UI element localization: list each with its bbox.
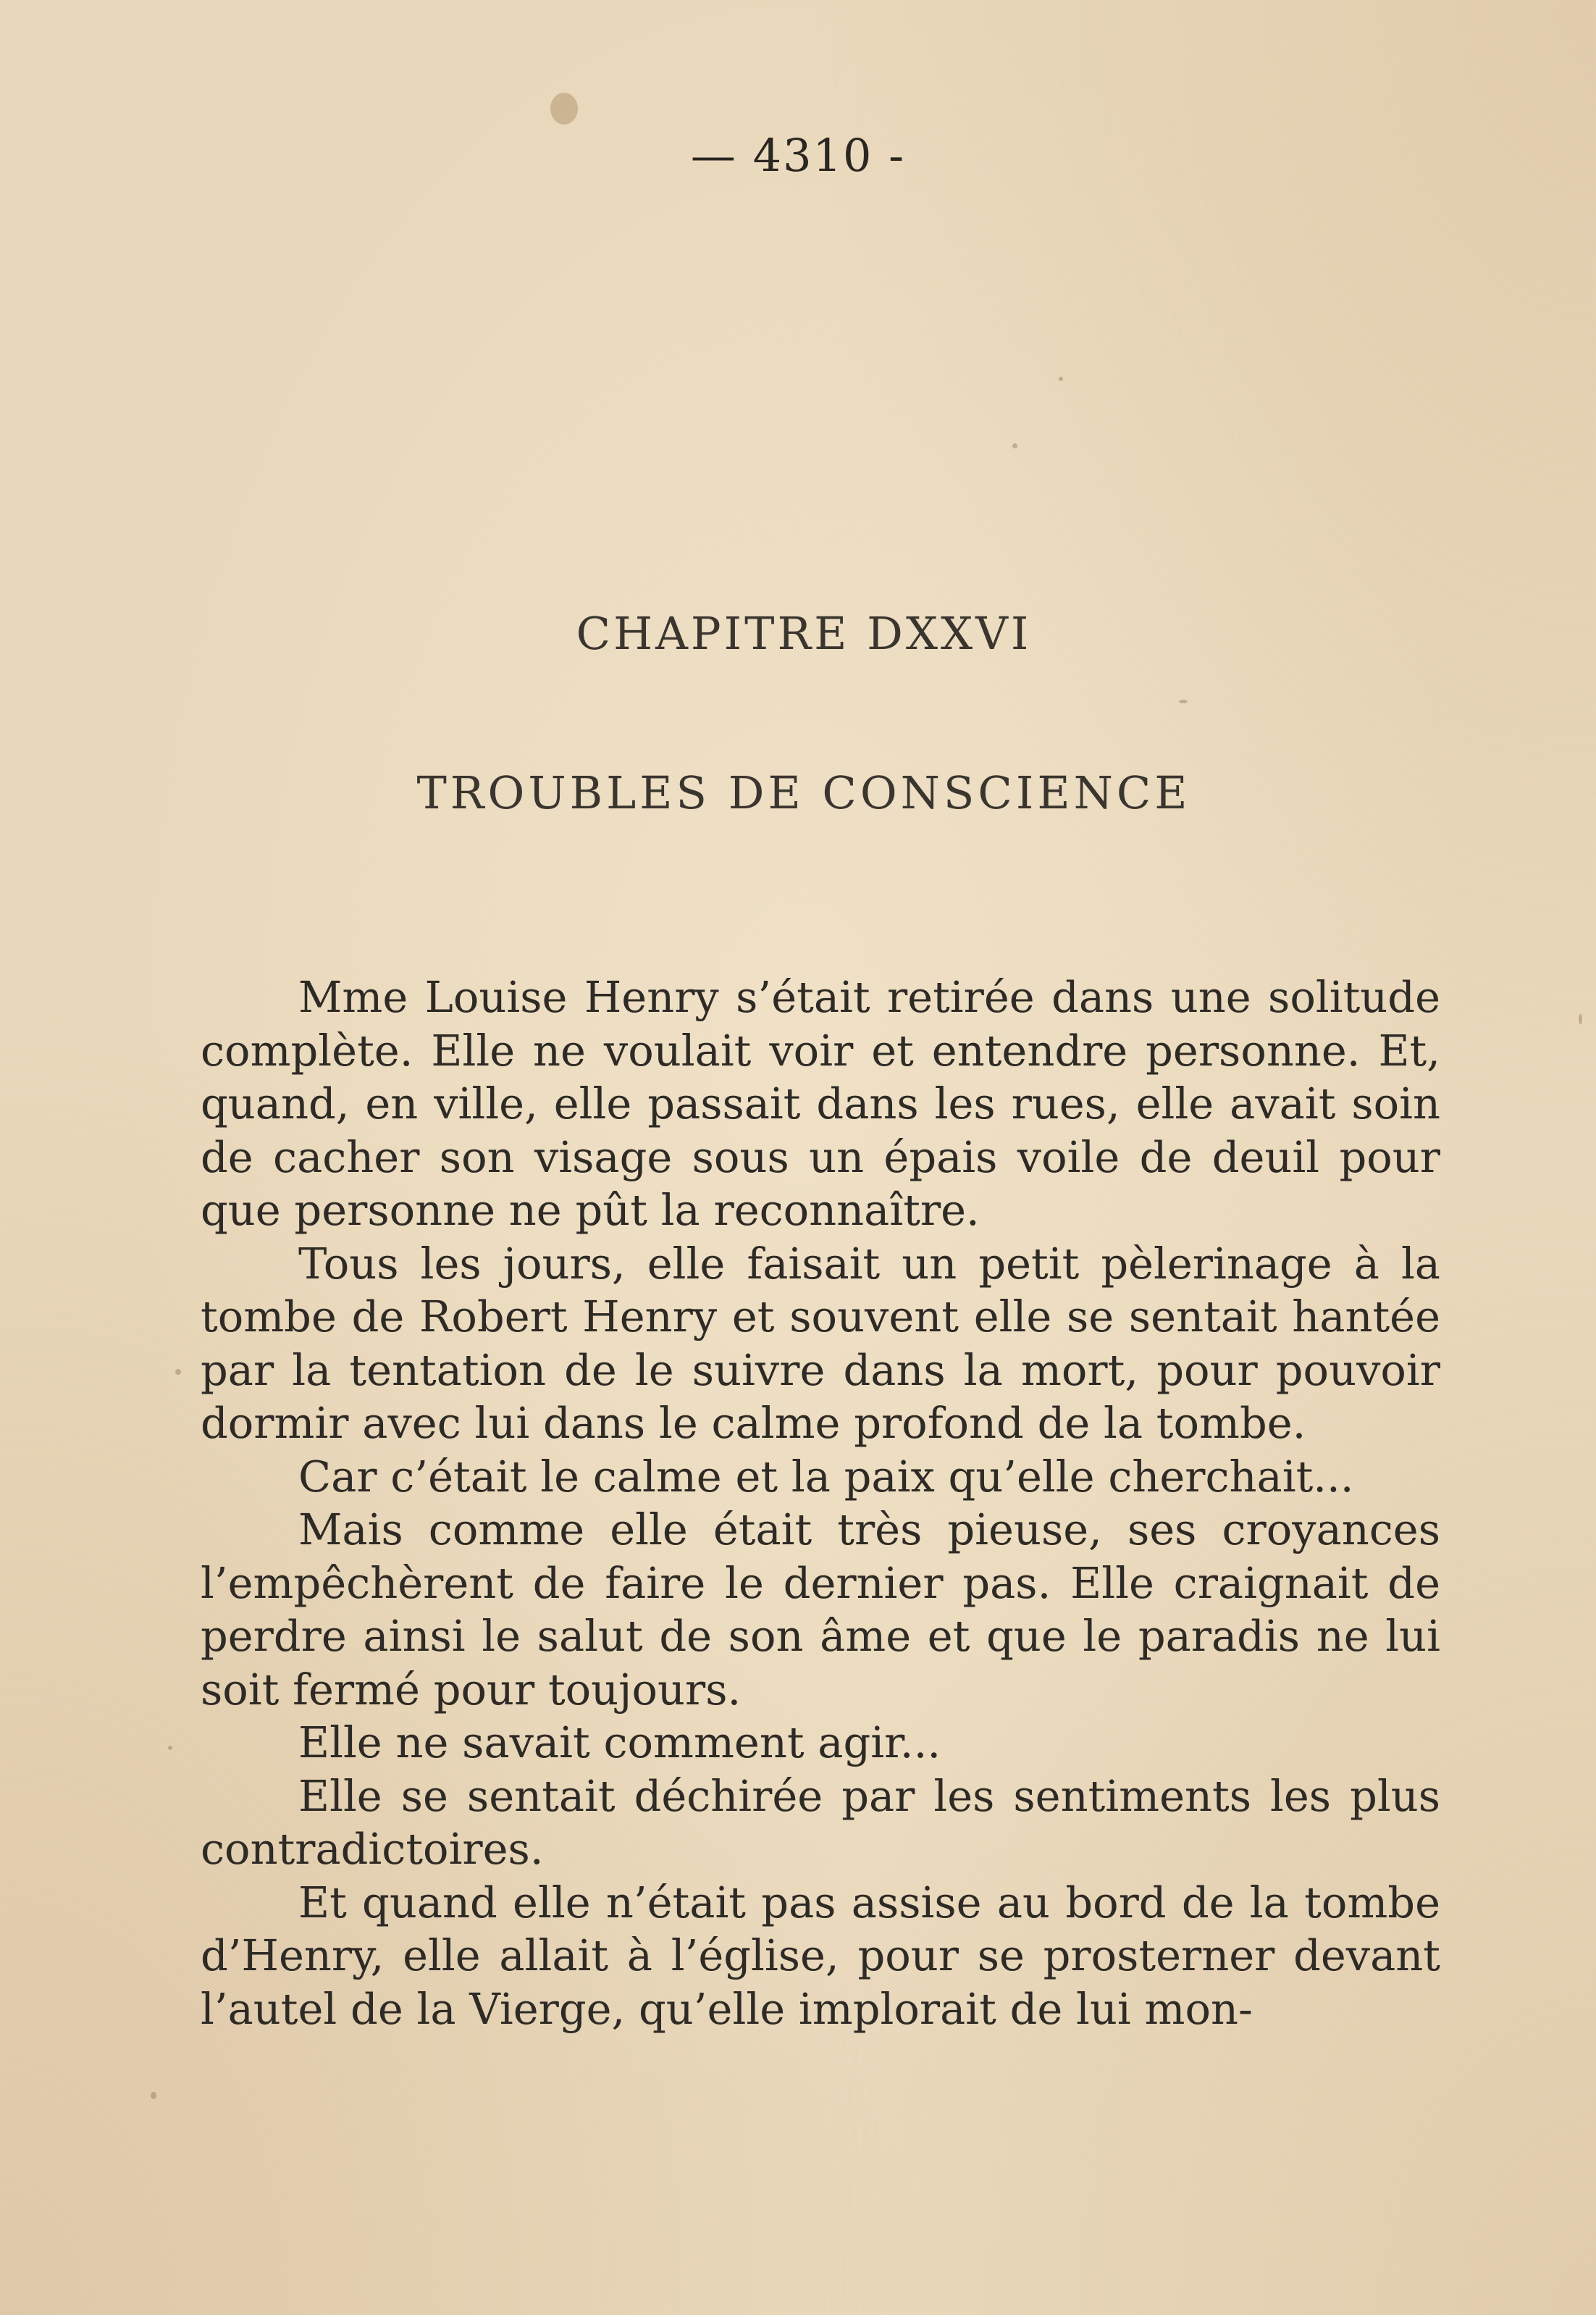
paper-speck — [1579, 1014, 1582, 1024]
paragraph: Et quand elle n’était pas assise au bord de la tombe d’Henry, elle allait à l’église, pour se prosterner devant l’autel de la Vierge, qu’elle implorait de lui mon- — [201, 1877, 1440, 2034]
paper-speck — [1059, 377, 1063, 381]
paragraph: Elle ne savait comment agir... — [298, 1717, 941, 1767]
paragraph: Elle se sentait déchirée par les sentiments les plus contradictoires. — [201, 1770, 1440, 1874]
paper-speck — [1179, 700, 1188, 703]
chapter-title: CHAPITRE DXXVI — [576, 607, 1032, 660]
paragraph: Tous les jours, elle faisait un petit pèlerinage à la tombe de Robert Henry et souvent elle se sentait hantée par la tentation de le suivre dans la mort, pour pouvoir dormir avec lui dans le calme profond de la tombe. — [201, 1238, 1440, 1448]
page-number: — 4310 - — [690, 129, 906, 182]
paper-speck — [151, 2092, 156, 2099]
paper-speck — [550, 93, 578, 125]
paper-speck — [1012, 443, 1017, 448]
body-text — [201, 971, 1440, 2035]
paragraph: Mme Louise Henry s’était retirée dans une solitude complète. Elle ne voulait voir et entendre personne. Et, quand, en ville, elle passait dans les rues, elle avait soin de cacher son visage sous un épais voile de deuil pour que personne ne pût la reconnaître. — [201, 972, 1440, 1235]
chapter-subtitle: TROUBLES DE CONSCIENCE — [416, 766, 1191, 819]
paper-speck — [168, 1746, 172, 1750]
paragraph: Mais comme elle était très pieuse, ses croyances l’empêchèrent de faire le dernier pas. Elle craignait de perdre ainsi le salut de son âme et que le paradis ne lui soit fermé pour toujours. — [201, 1504, 1440, 1715]
paper-speck — [175, 1369, 181, 1375]
paragraph: Car c’était le calme et la paix qu’elle cherchait... — [298, 1451, 1354, 1502]
